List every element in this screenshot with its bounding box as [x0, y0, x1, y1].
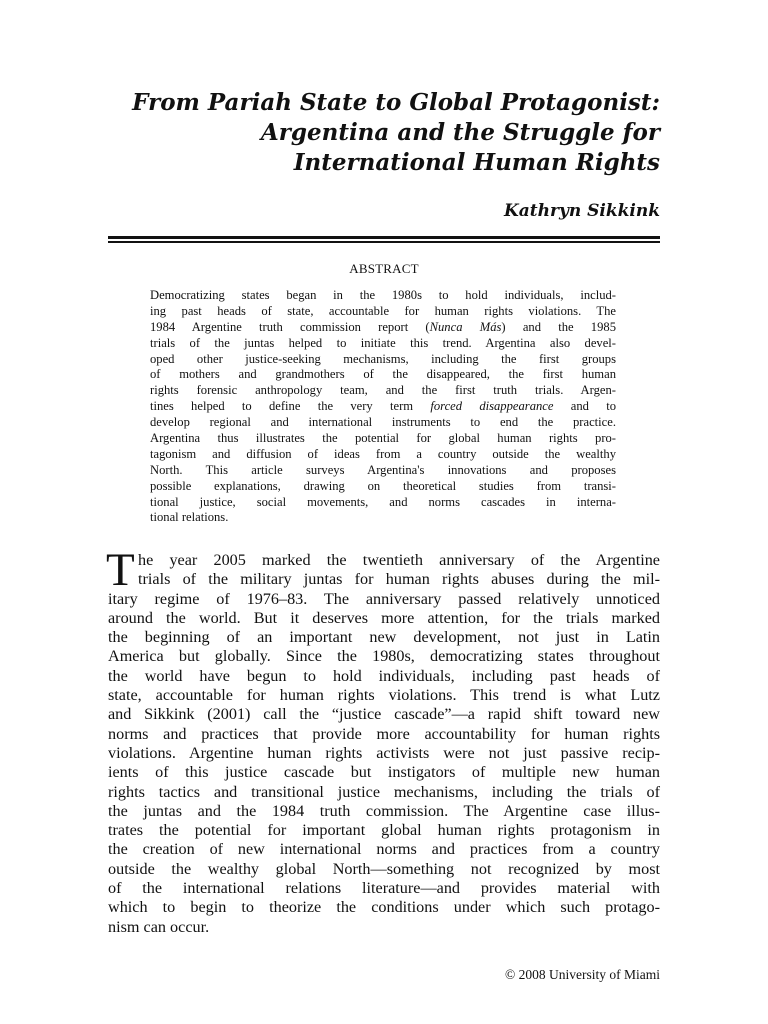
title-rule-thin	[108, 241, 660, 243]
abstract-text-segment: rights forensic anthropology team, and the first truth trials. Argen-	[150, 383, 616, 398]
title-rule-thick	[108, 236, 660, 239]
body-line: the creation of new international norms and practices from a country	[108, 840, 660, 859]
body-line: violations. Argentine human rights activists were not just passive recip-	[108, 743, 660, 762]
abstract-line	[150, 304, 616, 320]
abstract-text	[150, 288, 616, 526]
title-line: International Human Rights	[293, 149, 660, 176]
abstract-text-segment: possible explanations, drawing on theoretical studies from transi-	[150, 478, 616, 493]
body-line: ients of this justice cascade but instigators of multiple new human	[108, 763, 660, 782]
abstract-text-segment: and to	[553, 399, 616, 414]
abstract-italic-term: forced disappearance	[430, 399, 554, 414]
abstract-line	[150, 463, 616, 479]
body-line: the world have begun to hold individuals, including past heads of	[108, 666, 660, 685]
abstract-text-segment: of mothers and grandmothers of the disappeared, the first human	[150, 367, 616, 382]
abstract-text-segment: develop regional and international instruments to end the practice.	[150, 415, 616, 430]
abstract-line	[150, 399, 616, 415]
title-line: Argentina and the Struggle for	[260, 119, 660, 146]
abstract-text-segment: tines helped to define the very term	[150, 399, 431, 414]
abstract-heading: ABSTRACT	[349, 261, 419, 276]
body-line: of the international relations literature—and provides material with	[108, 879, 660, 898]
abstract-text-segment: oped other justice-seeking mechanisms, including the first groups	[150, 351, 616, 366]
abstract-text-segment: ing past heads of state, accountable for human rights violations. The	[150, 303, 616, 318]
abstract-line	[150, 320, 616, 336]
article-title	[100, 88, 660, 178]
copyright-footer: © 2008 University of Miami	[505, 967, 660, 982]
abstract-text-segment: tional relations.	[150, 510, 229, 525]
abstract-text-segment: Argentina thus illustrates the potential for global human rights pro-	[150, 431, 616, 446]
body-line: around the world. But it deserves more attention, for the trials marked	[108, 608, 660, 627]
abstract-line	[150, 288, 616, 304]
body-line: trates the potential for important global human rights protagonism in	[108, 821, 660, 840]
abstract-line	[150, 431, 616, 447]
body-paragraph	[106, 544, 660, 937]
abstract-line	[150, 336, 616, 352]
abstract-line	[150, 510, 616, 526]
title-line: From Pariah State to Global Protagonist:	[132, 89, 660, 116]
body-line: outside the wealthy global North—something not recognized by most	[108, 859, 660, 878]
abstract-text-segment: tional justice, social movements, and norms cascades in interna-	[150, 494, 616, 509]
body-line: the juntas and the 1984 truth commission. The Argentine case illus-	[108, 801, 660, 820]
body-line: trials of the military juntas for human rights abuses during the mil-	[138, 570, 660, 589]
body-line: nism can occur.	[108, 917, 210, 936]
body-line: norms and practices that provide more accountability for human rights	[108, 724, 660, 743]
author-name: Kathryn Sikkink	[503, 201, 660, 221]
abstract-text-segment: tagonism and diffusion of ideas from a country outside the wealthy	[150, 446, 616, 461]
abstract-line	[150, 352, 616, 368]
body-line: state, accountable for human rights violations. This trend is what Lutz	[108, 686, 660, 705]
abstract-line	[150, 495, 616, 511]
body-line: rights tactics and transitional justice mechanisms, including the trials of	[108, 782, 660, 801]
body-line: itary regime of 1976–83. The anniversary passed relatively unnoticed	[108, 589, 660, 608]
abstract-text-segment: trials of the juntas helped to initiate this trend. Argentina also devel-	[150, 335, 616, 350]
body-line: America but globally. Since the 1980s, democratizing states throughout	[108, 647, 660, 666]
body-line: and Sikkink (2001) call the “justice cascade”—a rapid shift toward new	[108, 705, 660, 724]
drop-cap: T	[106, 544, 135, 596]
abstract-line	[150, 415, 616, 431]
abstract-line	[150, 383, 616, 399]
abstract-text-segment: North. This article surveys Argentina's innovations and proposes	[150, 462, 616, 477]
abstract-italic-term: Nunca Más	[429, 319, 502, 334]
body-line: he year 2005 marked the twentieth anniversary of the Argentine	[138, 551, 660, 569]
abstract-text-segment: ) and the 1985	[501, 319, 616, 334]
abstract-text-segment: Democratizing states began in the 1980s to hold individuals, includ-	[150, 288, 616, 302]
abstract-text-segment: 1984 Argentine truth commission report (	[150, 319, 430, 334]
body-line: the beginning of an important new development, not just in Latin	[108, 628, 660, 647]
abstract-line	[150, 367, 616, 383]
abstract-line	[150, 447, 616, 463]
body-line: which to begin to theorize the conditions under which such protago-	[108, 898, 660, 917]
abstract-line	[150, 479, 616, 495]
